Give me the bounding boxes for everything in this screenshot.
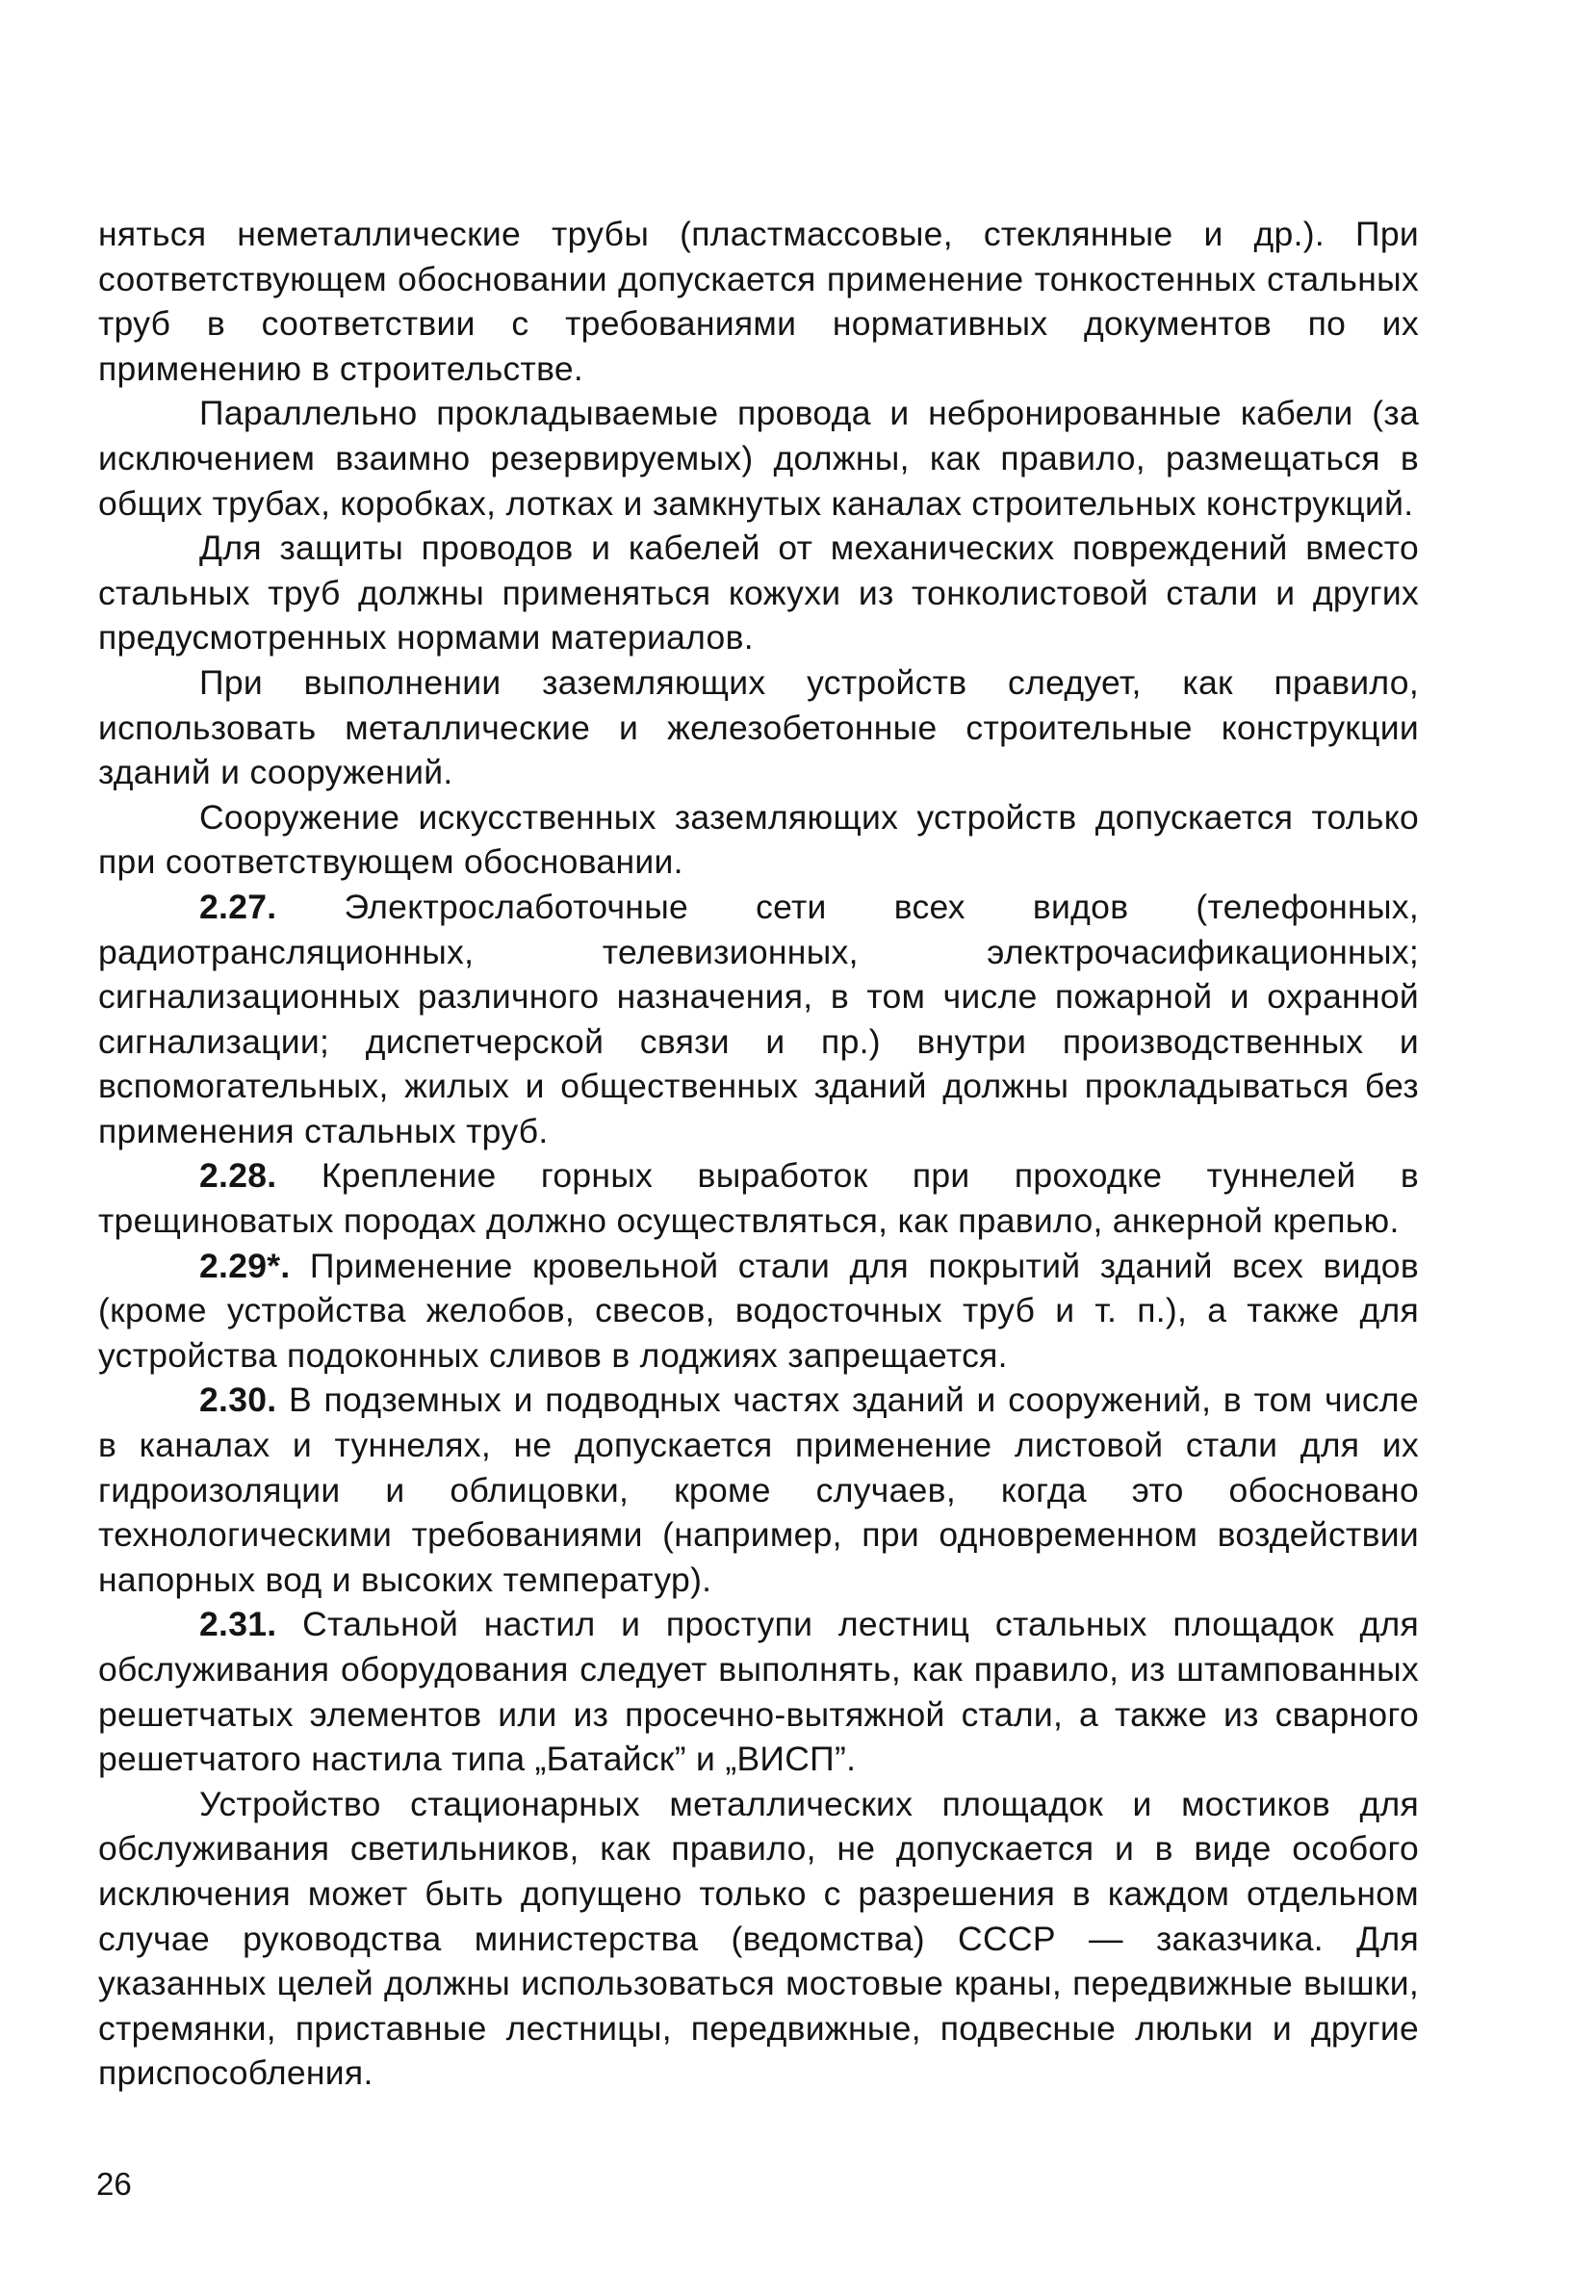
clause-2-27: 2.27. Электрослаботочные сети всех видов (телефонных, радиотрансляционных, телевизионных, электрочасификационных; сигнализационных различного назначения, в том числе пожарной и охранной сигнализации; диспетчерской связи и пр.) внутри производственных и вспомогательных, жилых и общественных зданий должны прокладываться без применения стальных труб. bbox=[98, 887, 1419, 1150]
clause-number: 2.27. bbox=[199, 887, 277, 926]
clause-number: 2.30. bbox=[199, 1380, 277, 1420]
clause-number: 2.29*. bbox=[199, 1246, 291, 1285]
paragraph: Устройство стационарных металлических площадок и мостиков для обслуживания светильников, как правило, не допускается и в виде особого исключения может быть допущено только с разрешения в каждом отдельном случае руководства министерства (ведомства) СССР — заказчика. Для указанных целей должны использоваться мостовые краны, передвижные вышки, стремянки, приставные лестницы, передвижные, подвесные люльки и другие приспособления. bbox=[98, 1784, 1419, 2093]
page-number: 26 bbox=[96, 2166, 132, 2202]
clause-2-29: 2.29*. Применение кровельной стали для покрытий зданий всех видов (кроме устройства желобов, свесов, водосточных труб и т. п.), а также для устройства подоконных сливов в лоджиях запрещается. bbox=[98, 1246, 1419, 1375]
page-body bbox=[98, 212, 1419, 2096]
clause-2-31: 2.31. Стальной настил и проступи лестниц стальных площадок для обслуживания оборудования следует выполнять, как правило, из штампованных решетчатых элементов или из просечно-вытяжной стали, а также из сварного решетчатого настила типа „Батайск” и „ВИСП”. bbox=[98, 1605, 1419, 1779]
paragraph: Сооружение искусственных заземляющих устройств допускается только при соответствующем обосновании. bbox=[98, 797, 1419, 882]
clause-2-28: 2.28. Крепление горных выработок при проходке туннелей в трещиноватых породах должно осуществляться, как правило, анкерной крепью. bbox=[98, 1156, 1419, 1241]
paragraph: Для защиты проводов и кабелей от механических повреждений вместо стальных труб должны применяться кожухи из тонколистовой стали и других предусмотренных нормами материалов. bbox=[98, 529, 1419, 658]
clause-number: 2.28. bbox=[199, 1156, 277, 1196]
paragraph: няться неметаллические трубы (пластмассовые, стеклянные и др.). При соответствующем обосновании допускается применение тонкостенных стальных труб в соответствии с требованиями нормативных документов по их применению в строительстве. bbox=[98, 215, 1419, 388]
clause-number: 2.31. bbox=[199, 1605, 277, 1644]
paragraph: При выполнении заземляющих устройств следует, как правило, использовать металлические и железобетонные строительные конструкции зданий и сооружений. bbox=[98, 662, 1419, 792]
paragraph: Параллельно прокладываемые провода и небронированные кабели (за исключением взаимно резервируемых) должны, как правило, размещаться в общих трубах, коробках, лотках и замкнутых каналах строительных конструкций. bbox=[98, 394, 1419, 523]
clause-2-30: 2.30. В подземных и подводных частях зданий и сооружений, в том числе в каналах и туннелях, не допускается применение листовой стали для их гидроизоляции и облицовки, кроме случаев, когда это обосновано технологическими требованиями (например, при одновременном воздействии напорных вод и высоких температур). bbox=[98, 1380, 1419, 1599]
